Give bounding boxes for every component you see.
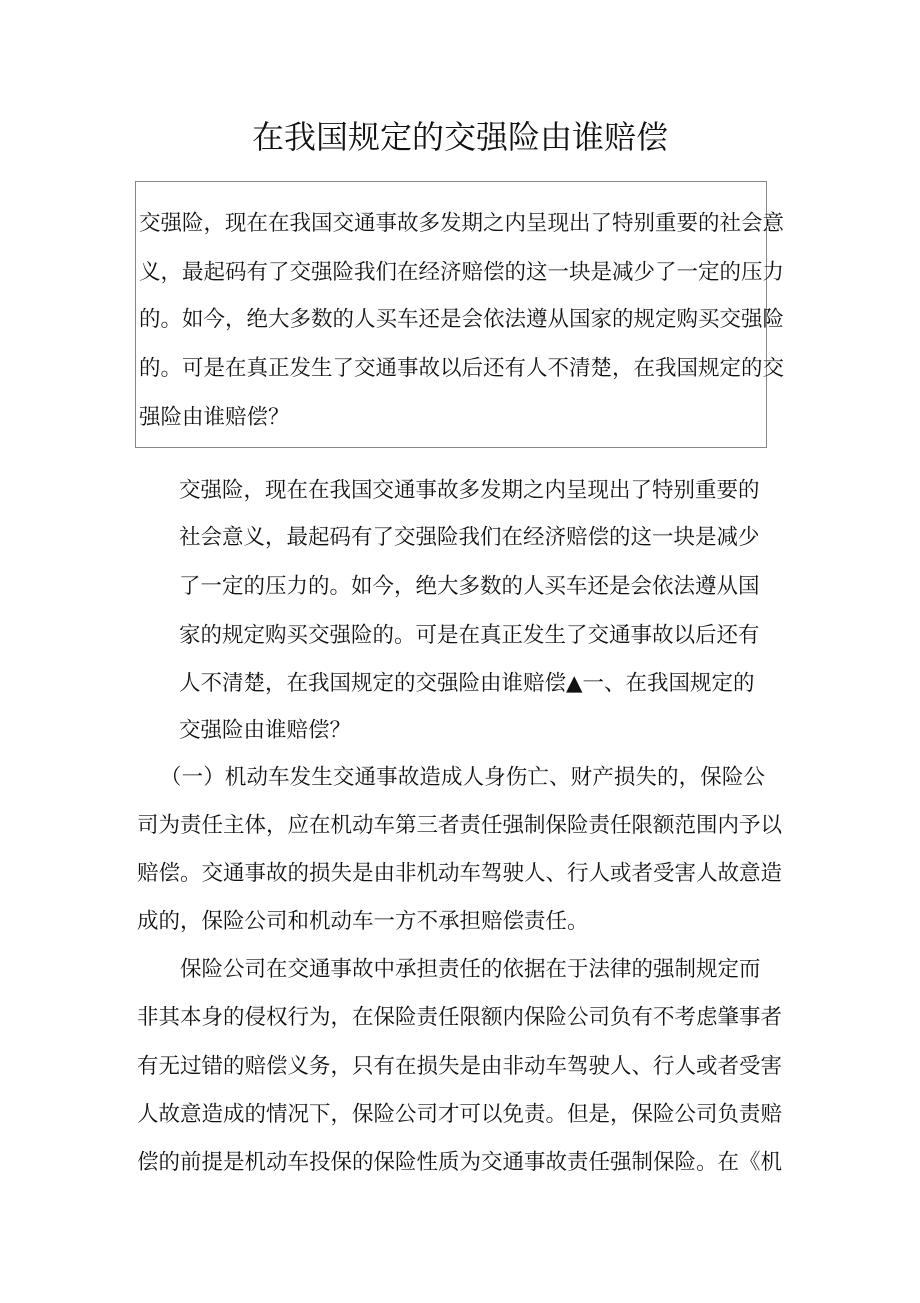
paragraph-line: 交强险，现在在我国交通事故多发期之内呈现出了特别重要的 <box>179 478 760 503</box>
summary-line: 的。可是在真正发生了交通事故以后还有人不清楚，在我国规定的交 <box>139 356 785 381</box>
summary-line: 义，最起码有了交强险我们在经济赔偿的这一块是减少了一定的压力 <box>139 260 785 285</box>
paragraph-line: 有无过错的赔偿义务，只有在损失是由非动车驾驶人、行人或者受害 <box>137 1054 783 1079</box>
paragraph-line: 赔偿。交通事故的损失是由非机动车驾驶人、行人或者受害人故意造 <box>137 861 783 886</box>
paragraph-line: 非其本身的侵权行为，在保险责任限额内保险公司负有不考虑肇事者 <box>137 1005 783 1030</box>
paragraph-line: 偿的前提是机动车投保的保险性质为交通事故责任强制保险。在《机 <box>137 1150 783 1175</box>
paragraph-line: 社会意义，最起码有了交强险我们在经济赔偿的这一块是减少 <box>179 525 760 550</box>
paragraph-line: 交强险由谁赔偿？ <box>179 718 352 743</box>
paragraph-line: 了一定的压力的。如今，绝大多数的人买车还是会依法遵从国 <box>179 574 760 599</box>
paragraph-line: 司为责任主体，应在机动车第三者责任强制保险责任限额范围内予以 <box>137 813 783 838</box>
summary-line: 强险由谁赔偿？ <box>139 405 290 430</box>
paragraph-line: 成的，保险公司和机动车一方不承担赔偿责任。 <box>137 909 589 934</box>
paragraph-line: 家的规定购买交强险的。可是在真正发生了交通事故以后还有 <box>179 623 760 648</box>
paragraph-line: 人不清楚，在我国规定的交强险由谁赔偿▲一、在我国规定的 <box>179 671 755 696</box>
paragraph-line: （一）机动车发生交通事故造成人身伤亡、财产损失的，保险公 <box>160 765 765 790</box>
summary-line: 的。如今，绝大多数的人买车还是会依法遵从国家的规定购买交强险 <box>139 307 785 332</box>
paragraph-line: 保险公司在交通事故中承担责任的依据在于法律的强制规定而 <box>180 957 761 982</box>
document-title: 在我国规定的交强险由谁赔偿 <box>251 118 668 156</box>
summary-line: 交强险，现在在我国交通事故多发期之内呈现出了特别重要的社会意 <box>139 211 785 236</box>
paragraph-line: 人故意造成的情况下，保险公司才可以免责。但是，保险公司负责赔 <box>137 1102 783 1127</box>
